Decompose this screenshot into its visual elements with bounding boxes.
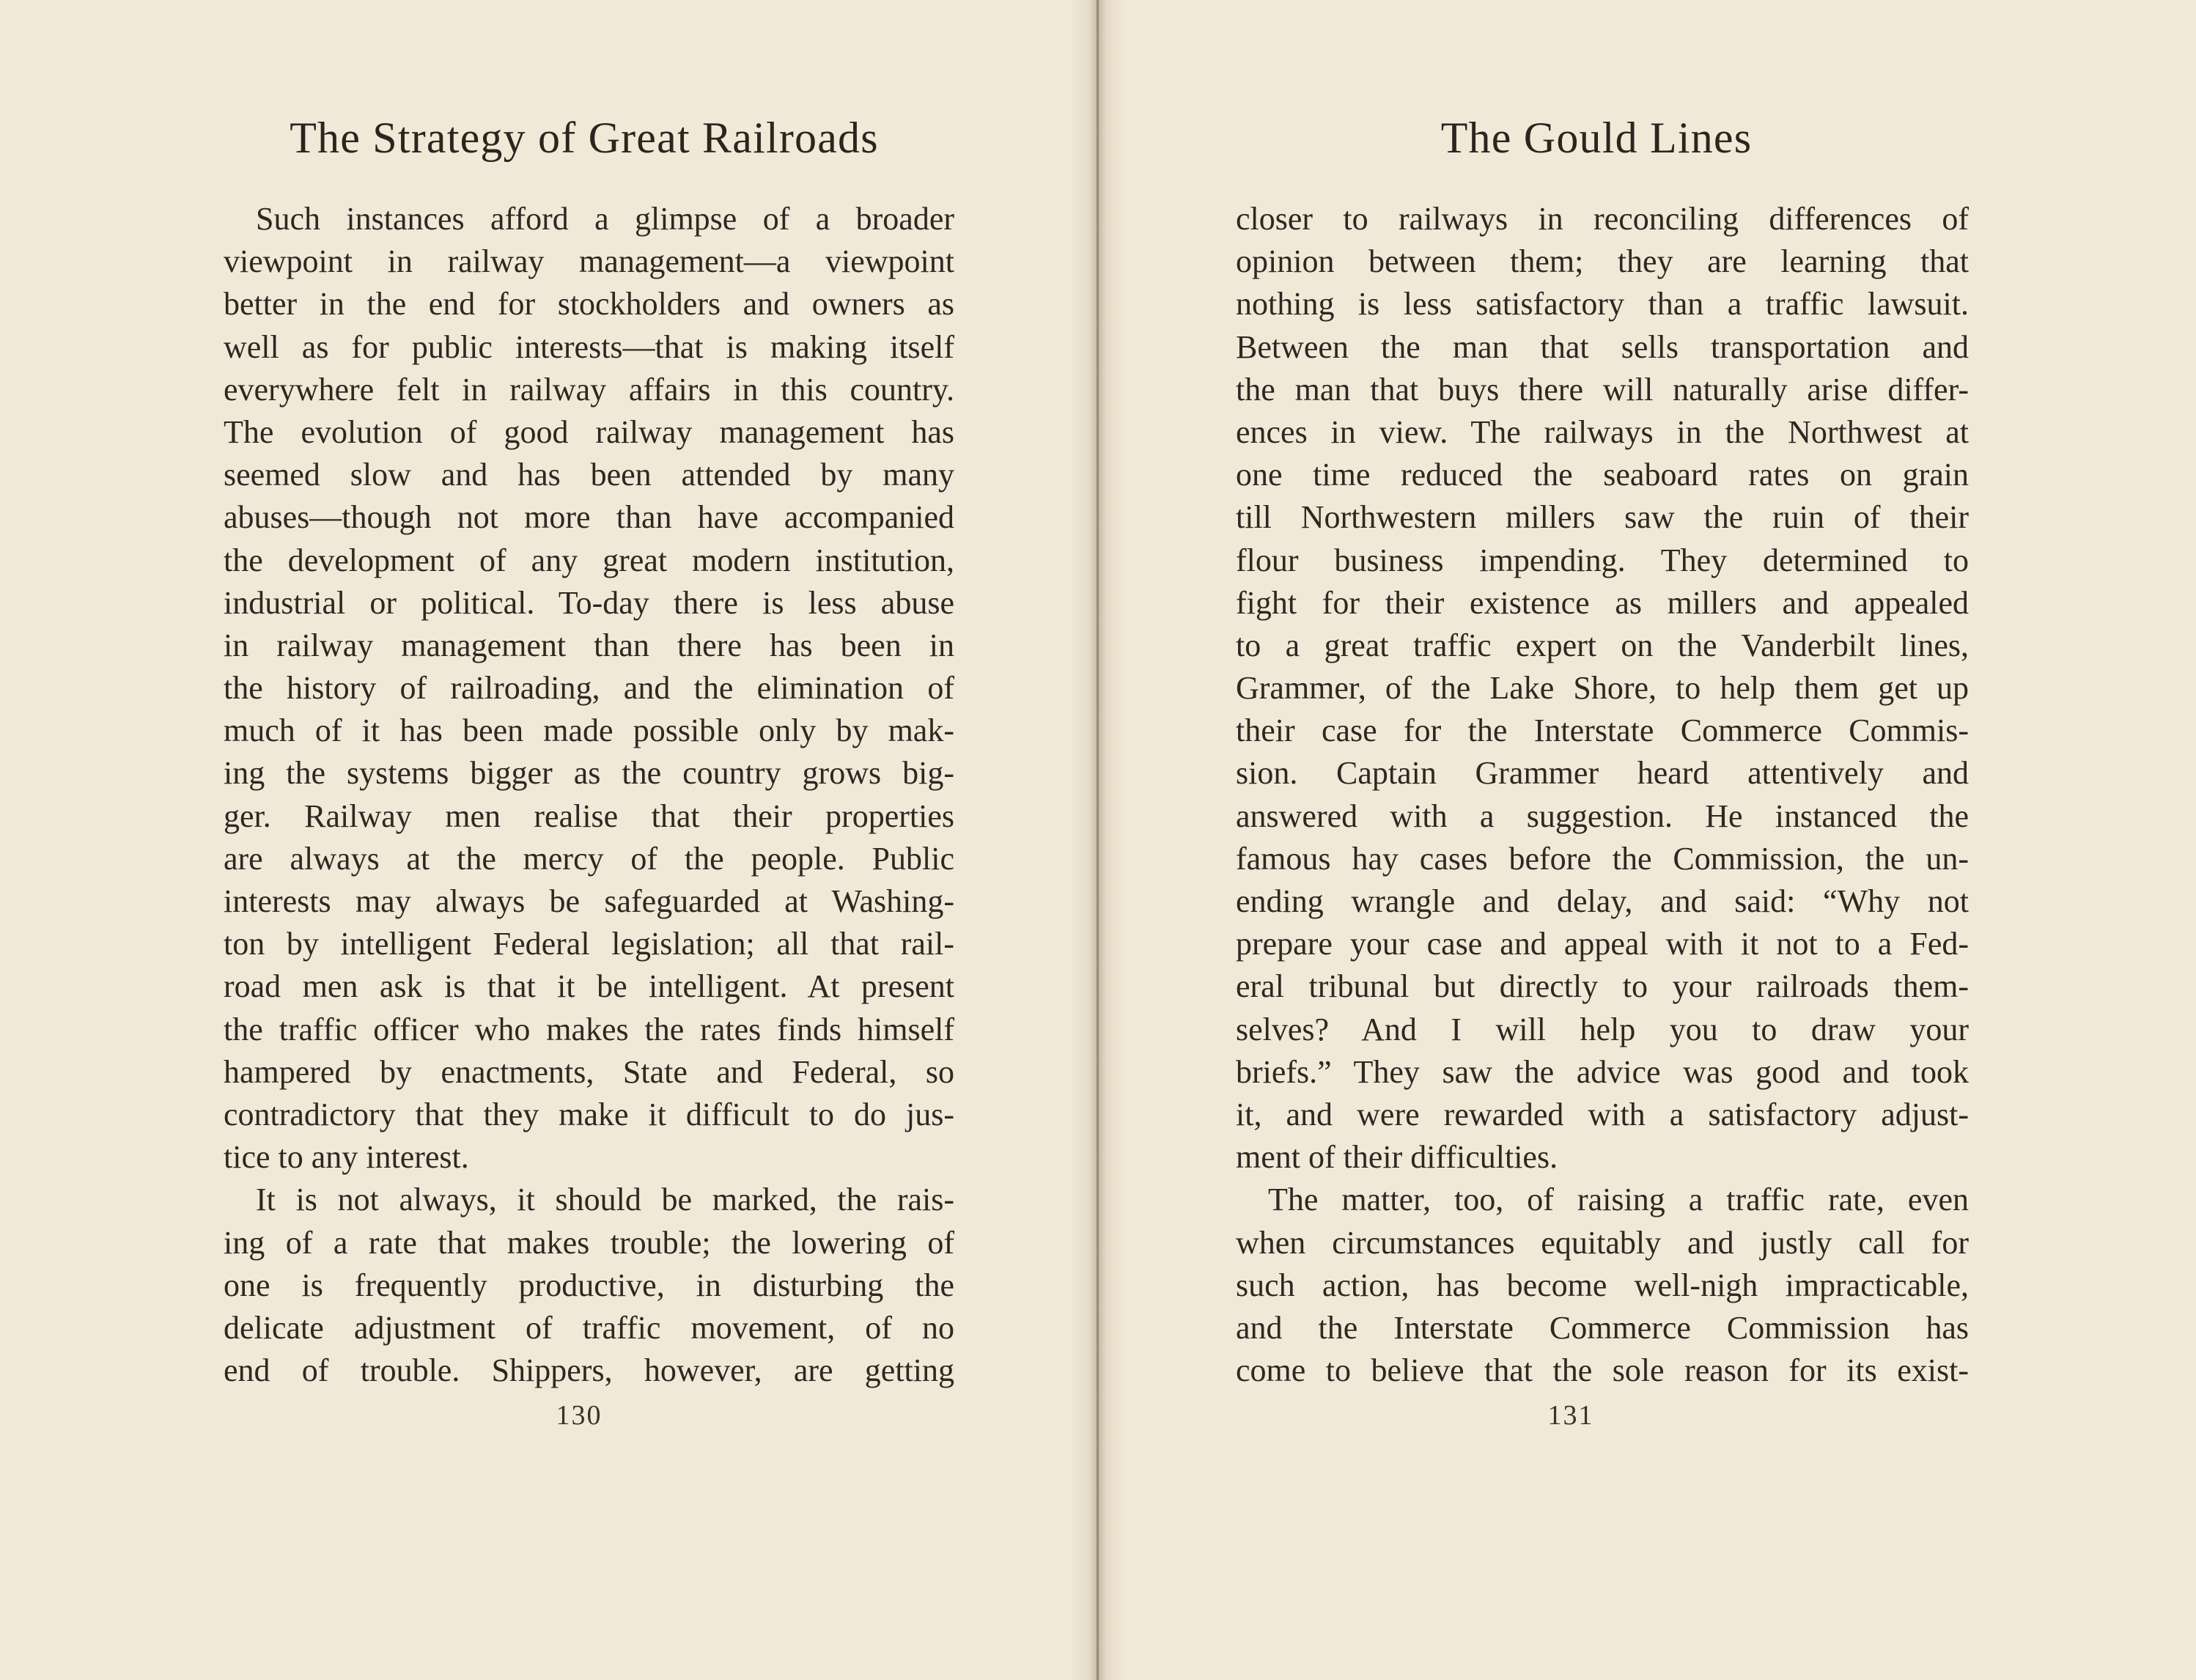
text-line: the man that buys there will naturally arise differ- xyxy=(1236,371,1969,408)
text-line: the traffic officer who makes the rates finds himself xyxy=(224,1011,954,1047)
text-line: Between the man that sells transportation and xyxy=(1236,328,1969,365)
text-line: viewpoint in railway management—a viewpoint xyxy=(224,243,954,280)
text-line: till Northwestern millers saw the ruin of their xyxy=(1236,499,1969,536)
text-line: The matter, too, of raising a traffic rate, even xyxy=(1268,1182,1969,1218)
right-page xyxy=(1098,0,2196,1680)
text-line: their case for the Interstate Commerce Commis- xyxy=(1236,712,1969,749)
text-line: the development of any great modern institution, xyxy=(224,542,954,578)
text-line: ing of a rate that makes trouble; the lowering of xyxy=(224,1224,954,1261)
text-line: closer to railways in reconciling differences of xyxy=(1236,201,1969,237)
text-line: ing the systems bigger as the country grows big- xyxy=(224,755,954,792)
text-line: much of it has been made possible only by mak- xyxy=(224,712,954,749)
text-line: The evolution of good railway management has xyxy=(224,413,954,450)
text-line: It is not always, it should be marked, the rais- xyxy=(256,1182,954,1218)
text-line: one is frequently productive, in disturbing the xyxy=(224,1267,954,1303)
text-line: answered with a suggestion. He instanced the xyxy=(1236,797,1969,834)
text-line: selves? And I will help you to draw your xyxy=(1236,1011,1969,1047)
text-line: are always at the mercy of the people. Public xyxy=(224,840,954,877)
text-line: briefs.” They saw the advice was good and took xyxy=(1236,1053,1969,1090)
text-line: seemed slow and has been attended by many xyxy=(224,457,954,493)
text-line: interests may always be safeguarded at Washing- xyxy=(224,883,954,919)
text-line: end of trouble. Shippers, however, are getting xyxy=(224,1352,954,1389)
text-line: ton by intelligent Federal legislation; all that rail- xyxy=(224,926,954,962)
left-running-head: The Strategy of Great Railroads xyxy=(290,114,879,162)
text-line: and the Interstate Commerce Commission has xyxy=(1236,1309,1969,1346)
text-line: contradictory that they make it difficult to do jus- xyxy=(224,1096,954,1132)
left-text-block xyxy=(224,198,954,1392)
text-line: eral tribunal but directly to your railroads them- xyxy=(1236,968,1969,1005)
text-line: hampered by enactments, State and Federal, so xyxy=(224,1053,954,1090)
text-line: ment of their difficulties. xyxy=(1236,1139,1558,1176)
text-line: nothing is less satisfactory than a traffic lawsuit. xyxy=(1236,286,1969,323)
text-line: come to believe that the sole reason for its exist- xyxy=(1236,1352,1969,1389)
text-line: road men ask is that it be intelligent. At present xyxy=(224,968,954,1005)
text-line: delicate adjustment of traffic movement, of no xyxy=(224,1309,954,1346)
right-running-head: The Gould Lines xyxy=(1440,114,1753,162)
text-line: in railway management than there has been in xyxy=(224,627,954,663)
text-line: ending wrangle and delay, and said: “Why not xyxy=(1236,883,1969,919)
text-line: prepare your case and appeal with it not to a Fed- xyxy=(1236,926,1969,962)
left-page-number: 130 xyxy=(556,1400,603,1431)
text-line: Such instances afford a glimpse of a broader xyxy=(256,201,954,237)
text-line: such action, has become well-nigh impracticable, xyxy=(1236,1267,1969,1303)
text-line: industrial or political. To-day there is less abuse xyxy=(224,584,954,621)
text-line: fight for their existence as millers and appealed xyxy=(1236,584,1969,621)
text-line: opinion between them; they are learning that xyxy=(1236,243,1969,280)
text-line: better in the end for stockholders and owners as xyxy=(224,286,954,323)
text-line: Grammer, of the Lake Shore, to help them get up xyxy=(1236,670,1969,707)
text-line: well as for public interests—that is making itself xyxy=(224,328,954,365)
text-line: to a great traffic expert on the Vanderbilt lines, xyxy=(1236,627,1969,663)
right-text-block xyxy=(1236,198,1969,1392)
text-line: flour business impending. They determined to xyxy=(1236,542,1969,578)
text-line: ger. Railway men realise that their properties xyxy=(224,797,954,834)
text-line: it, and were rewarded with a satisfactory adjust- xyxy=(1236,1096,1969,1132)
text-line: tice to any interest. xyxy=(224,1139,469,1176)
text-line: famous hay cases before the Commission, the un- xyxy=(1236,840,1969,877)
text-line: sion. Captain Grammer heard attentively and xyxy=(1236,755,1969,792)
binding-crease xyxy=(1097,0,1099,1680)
text-line: when circumstances equitably and justly call for xyxy=(1236,1224,1969,1261)
text-line: the history of railroading, and the elimination of xyxy=(224,670,954,707)
text-line: ences in view. The railways in the Northwest at xyxy=(1236,413,1969,450)
text-line: one time reduced the seaboard rates on grain xyxy=(1236,457,1969,493)
text-line: everywhere felt in railway affairs in this country. xyxy=(224,371,954,408)
right-page-number: 131 xyxy=(1547,1400,1594,1431)
text-line: abuses—though not more than have accompanied xyxy=(224,499,954,536)
